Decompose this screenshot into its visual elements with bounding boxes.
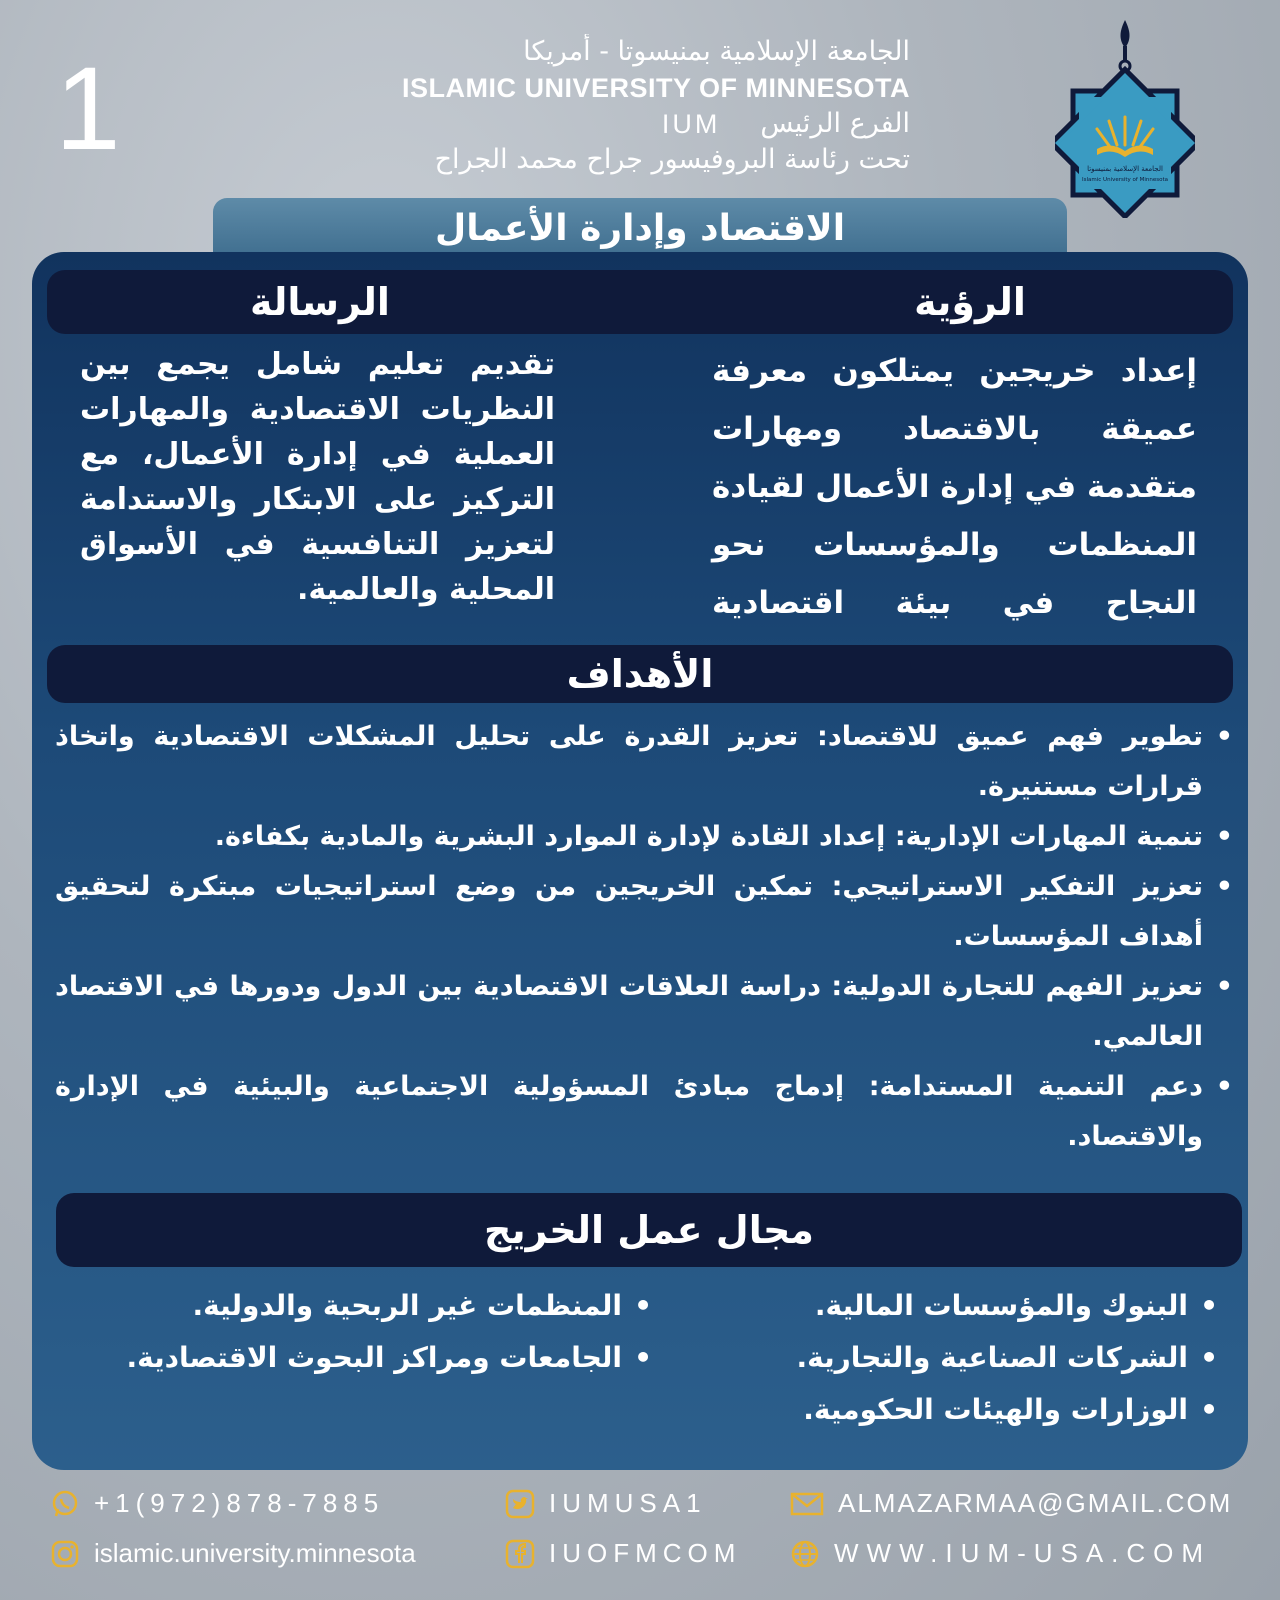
branch-ar: الفرع الرئيس — [760, 108, 910, 139]
university-header — [330, 34, 910, 178]
careers-list-right — [698, 1280, 1218, 1436]
career-item: • المنظمات غير الربحية والدولية. — [92, 1280, 652, 1332]
website-url: WWW.IUM-USA.COM — [834, 1538, 1212, 1568]
careers-heading: مجال عمل الخريج — [56, 1193, 1242, 1267]
presidency-line: تحت رئاسة البروفيسور جراح محمد الجراح — [434, 144, 910, 175]
website-contact[interactable] — [790, 1538, 1211, 1569]
goal-item: • دعم التنمية المستدامة: إدماج مبادئ المسؤولية الاجتماعية والبيئية في الإدارة والاقتصاد. — [55, 1062, 1205, 1162]
career-item: • الوزارات والهيئات الحكومية. — [698, 1384, 1218, 1436]
phone-contact[interactable] — [50, 1488, 384, 1519]
vision-heading: الرؤية — [914, 280, 1026, 324]
career-item: • البنوك والمؤسسات المالية. — [698, 1280, 1218, 1332]
facebook-handle: IUOFMCOM — [549, 1538, 742, 1568]
mission-text: تقديم تعليم شامل يجمع بين النظريات الاقتصادية والمهارات العملية في إدارة الأعمال، مع التركيز على الابتكار والاستدامة لتعزيز التنافسية في الأسواق المحلية والعالمية. — [80, 347, 555, 607]
goals-list — [55, 712, 1235, 1162]
instagram-icon — [50, 1539, 80, 1569]
logo-text-en: Islamic University of Minnesota — [1082, 177, 1168, 183]
university-logo — [1055, 18, 1195, 218]
career-item: • الشركات الصناعية والتجارية. — [698, 1332, 1218, 1384]
whatsapp-icon — [50, 1489, 80, 1519]
branch-line — [330, 106, 910, 142]
university-name-en: ISLAMIC UNIVERSITY OF MINNESOTA — [401, 73, 910, 103]
globe-icon — [790, 1539, 820, 1569]
instagram-contact[interactable] — [50, 1538, 416, 1569]
phone-number: +1(972)878-7885 — [94, 1488, 385, 1518]
twitter-contact[interactable] — [505, 1488, 707, 1519]
page-number: 1 — [55, 43, 121, 175]
goal-item: • تطوير فهم عميق للاقتصاد: تعزيز القدرة على تحليل المشكلات الاقتصادية واتخاذ قرارات مستنيرة. — [55, 712, 1205, 812]
email-address: ALMAZARMAA@GMAIL.COM — [838, 1488, 1233, 1518]
careers-list-left — [92, 1280, 652, 1384]
goal-item: • تنمية المهارات الإدارية: إعداد القادة لإدارة الموارد البشرية والمادية بكفاءة. — [55, 812, 1205, 862]
email-contact[interactable] — [790, 1488, 1232, 1519]
twitter-handle: IUMUSA1 — [549, 1488, 707, 1518]
facebook-contact[interactable] — [505, 1538, 741, 1569]
branch-en: IUM — [661, 109, 721, 139]
twitter-icon — [505, 1489, 535, 1519]
career-item: • الجامعات ومراكز البحوث الاقتصادية. — [92, 1332, 652, 1384]
goal-item: • تعزيز الفهم للتجارة الدولية: دراسة العلاقات الاقتصادية بين الدول ودورها في الاقتصاد العالمي. — [55, 962, 1205, 1062]
goals-heading: الأهداف — [47, 645, 1233, 703]
university-name-ar: الجامعة الإسلامية بمنيسوتا - أمريكا — [523, 36, 910, 67]
instagram-handle: islamic.university.minnesota — [94, 1538, 416, 1568]
logo-text-ar: الجامعة الإسلامية بمنيسوتا — [1087, 165, 1163, 173]
vision-text: إعداد خريجين يمتلكون معرفة عميقة بالاقتصاد ومهارات متقدمة في إدارة الأعمال لقيادة المنظمات والمؤسسات نحو النجاح في بيئة اقتصادية — [712, 353, 1197, 621]
email-icon — [790, 1489, 824, 1519]
page-title: الاقتصاد وإدارة الأعمال — [213, 198, 1067, 260]
facebook-icon — [505, 1539, 535, 1569]
mission-heading: الرسالة — [250, 280, 390, 324]
goal-item: • تعزيز التفكير الاستراتيجي: تمكين الخريجين من وضع استراتيجيات مبتكرة لتحقيق أهداف المؤسسات. — [55, 862, 1205, 962]
